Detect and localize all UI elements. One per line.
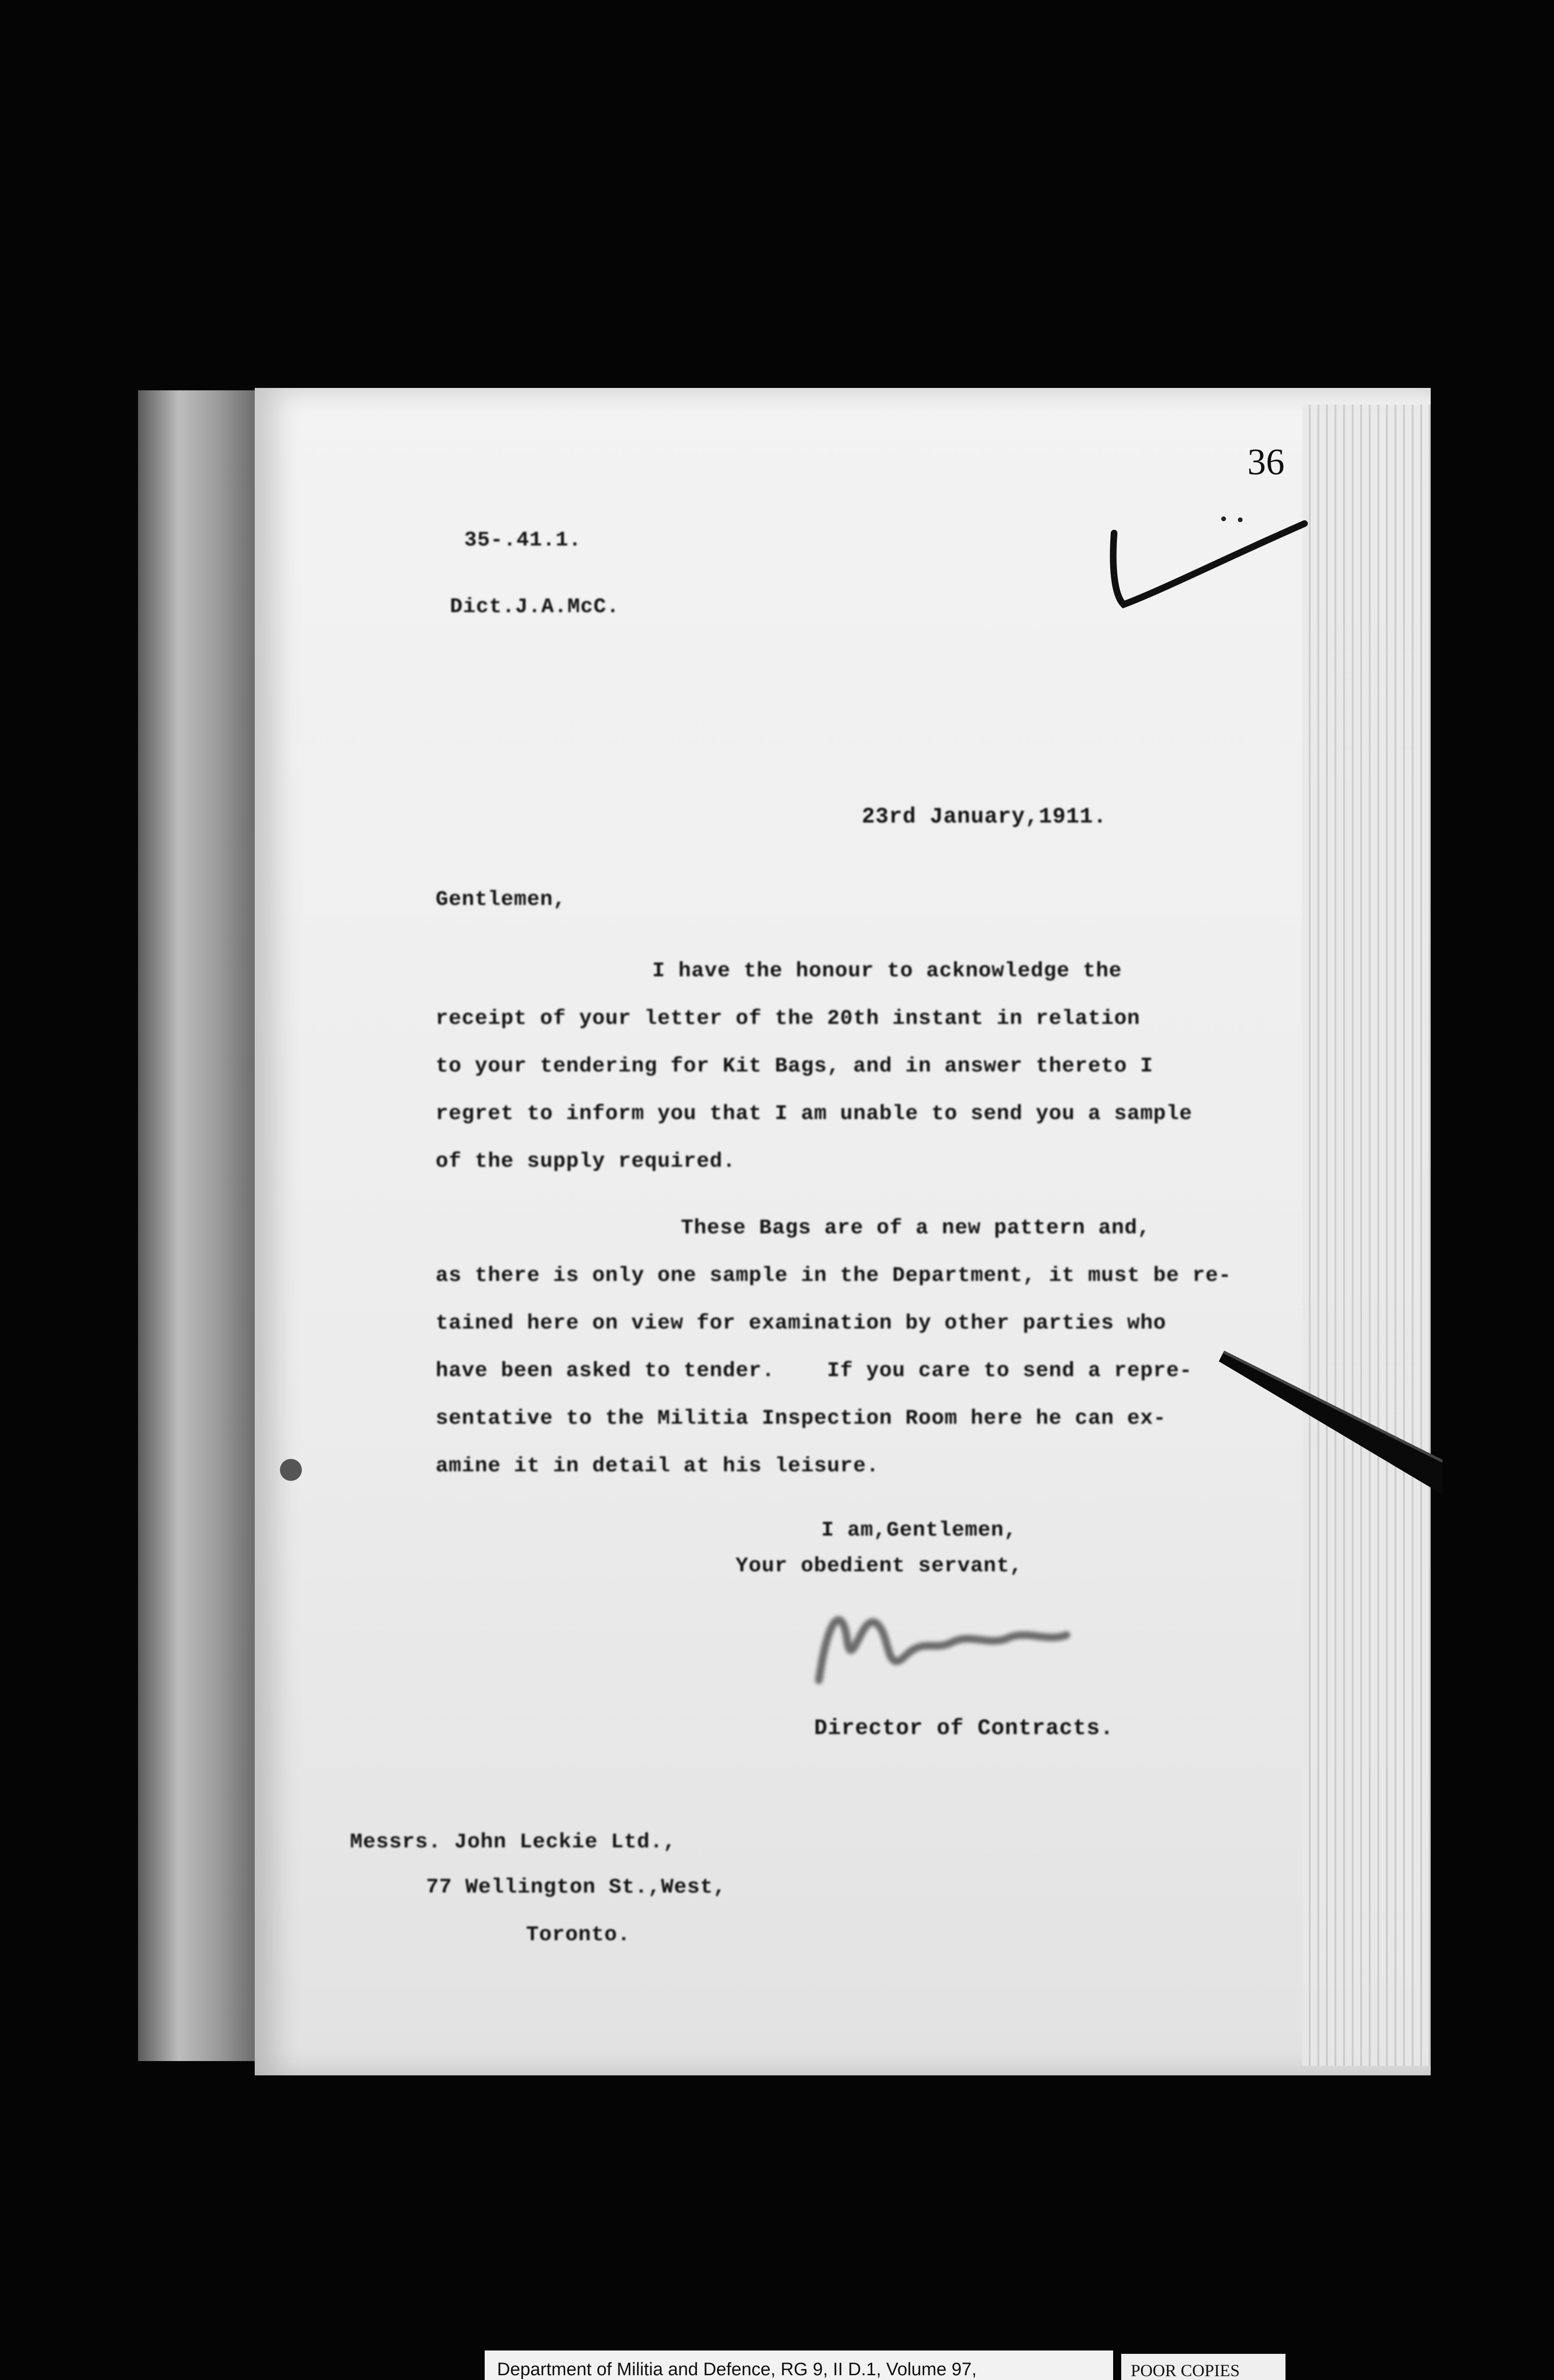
- closing-line: Your obedient servant,: [736, 1554, 1023, 1578]
- paragraph-2-line: have been asked to tender. If you care to send a repre-: [436, 1359, 1193, 1383]
- paragraph-2-line: as there is only one sample in the Department, it must be re-: [436, 1264, 1232, 1288]
- paragraph-2-line: amine it in detail at his leisure.: [436, 1454, 879, 1478]
- closing-line: I am,Gentlemen,: [821, 1518, 1017, 1542]
- paragraph-1-line: receipt of your letter of the 20th instant in relation: [436, 1007, 1140, 1031]
- pen-object: [1219, 1342, 1443, 1495]
- addressee-line: Messrs. John Leckie Ltd.,: [350, 1830, 677, 1854]
- signature-mark: [809, 1585, 1076, 1699]
- paragraph-2-line: These Bags are of a new pattern and,: [681, 1216, 1151, 1240]
- paragraph-1-line: to your tendering for Kit Bags, and in answer thereto I: [436, 1054, 1154, 1078]
- addressee-line: 77 Wellington St.,West,: [426, 1875, 727, 1899]
- check-mark-icon: [1105, 514, 1314, 619]
- book-spine: [138, 390, 255, 2061]
- page-edges: [1302, 405, 1431, 2066]
- paragraph-1-line: I have the honour to acknowledge the: [652, 959, 1122, 983]
- archive-label-line: Department of Militia and Defence, RG 9, II D.1, Volume 97,: [497, 2360, 977, 2380]
- file-reference: 35-.41.1.: [464, 528, 582, 552]
- archive-reference-label: [485, 2350, 1113, 2380]
- paragraph-1-line: regret to inform you that I am unable to send you a sample: [436, 1102, 1193, 1126]
- salutation: Gentlemen,: [436, 888, 567, 912]
- paragraph-1-line: of the supply required.: [436, 1150, 736, 1173]
- paragraph-2-line: sentative to the Militia Inspection Room here he can ex-: [436, 1407, 1166, 1430]
- addressee-line: Toronto.: [526, 1923, 631, 1947]
- page-number: 36: [1247, 441, 1285, 482]
- poor-copies-tag: POOR COPIES: [1121, 2354, 1285, 2380]
- letter-date: 23rd January,1911.: [862, 804, 1107, 829]
- dictation-note: Dict.J.A.McC.: [450, 595, 620, 619]
- binding-hole: [280, 1459, 302, 1481]
- paragraph-2-line: tained here on view for examination by other parties who: [436, 1311, 1166, 1335]
- signature-title: Director of Contracts.: [814, 1716, 1114, 1741]
